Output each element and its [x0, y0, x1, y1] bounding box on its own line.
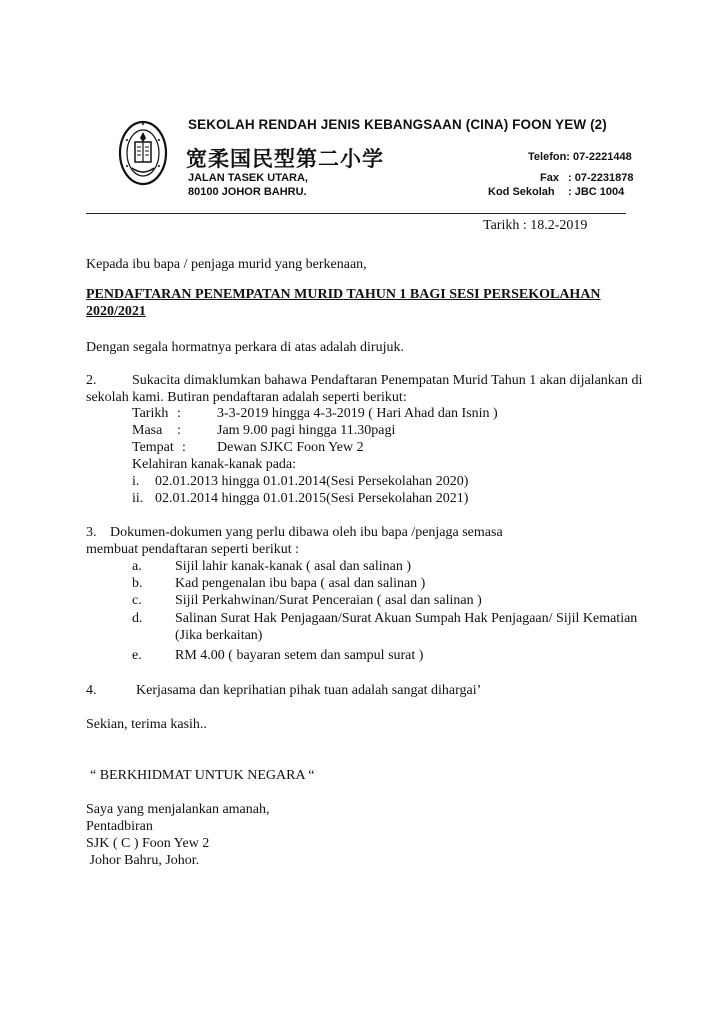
- doc-item-b: Kad pengenalan ibu bapa ( asal dan salinan ): [175, 576, 426, 591]
- date-label: Tarikh :: [483, 218, 527, 233]
- fax-value: : 07-2231878: [568, 172, 634, 184]
- detail-sep-tempat: :: [182, 440, 186, 455]
- birth-num-1: i.: [132, 474, 140, 489]
- para2-number: 2.: [86, 373, 97, 388]
- birth-heading: Kelahiran kanak-kanak pada:: [132, 457, 297, 472]
- detail-label-tempat: Tempat: [132, 440, 174, 455]
- doc-letter-c: c.: [132, 593, 142, 608]
- letter-title-line-2: 2020/2021: [86, 304, 146, 319]
- address-line-2: 80100 JOHOR BAHRU.: [188, 186, 307, 198]
- date-value: 18.2-2019: [530, 218, 588, 233]
- birth-range-1: 02.01.2013 hingga 01.01.2014(Sesi Persekolahan 2020): [155, 474, 469, 489]
- doc-letter-d: d.: [132, 611, 143, 626]
- detail-label-masa: Masa: [132, 423, 163, 438]
- school-name: SEKOLAH RENDAH JENIS KEBANGSAAN (CINA) FOON YEW (2): [188, 117, 607, 132]
- signature-line-3: SJK ( C ) Foon Yew 2: [86, 836, 210, 851]
- para4-text: Kerjasama dan keprihatian pihak tuan adalah sangat dihargai’: [136, 683, 482, 698]
- doc-item-e: RM 4.00 ( bayaran setem dan sampul surat ): [175, 648, 424, 663]
- intro-paragraph: Dengan segala hormatnya perkara di atas adalah dirujuk.: [86, 340, 404, 355]
- signature-line-1: Saya yang menjalankan amanah,: [86, 802, 270, 817]
- doc-item-d: Salinan Surat Hak Penjagaan/Surat Akuan Sumpah Hak Penjagaan/ Sijil Kematian: [175, 611, 638, 626]
- doc-letter-a: a.: [132, 559, 142, 574]
- school-crest-logo: [118, 120, 168, 186]
- doc-item-d-note: (Jika berkaitan): [175, 628, 263, 643]
- detail-value-tarikh: 3-3-2019 hingga 4-3-2019 ( Hari Ahad dan Isnin ): [217, 406, 498, 421]
- letter-date: [483, 218, 587, 234]
- telefon-label: Telefon:: [528, 151, 570, 163]
- header-divider: [86, 213, 626, 214]
- detail-sep-masa: :: [177, 423, 181, 438]
- doc-letter-e: e.: [132, 648, 142, 663]
- school-name-chinese: 宽柔国民型第二小学: [186, 147, 384, 171]
- birth-range-2: 02.01.2014 hingga 01.01.2015(Sesi Persekolahan 2021): [155, 491, 469, 506]
- para3-line-1: Dokumen-dokumen yang perlu dibawa oleh ibu bapa /penjaga semasa: [110, 525, 503, 540]
- para2-line-1: Sukacita dimaklumkan bahawa Pendaftaran Penempatan Murid Tahun 1 akan dijalankan di: [132, 373, 643, 388]
- address-line-1: JALAN TASEK UTARA,: [188, 172, 308, 184]
- telefon-value: 07-2221448: [573, 151, 632, 163]
- signature-line-2: Pentadbiran: [86, 819, 153, 834]
- telefon-row: [528, 151, 632, 163]
- para3-line-2: membuat pendaftaran seperti berikut :: [86, 542, 300, 557]
- detail-value-masa: Jam 9.00 pagi hingga 11.30pagi: [217, 423, 396, 438]
- doc-letter-b: b.: [132, 576, 143, 591]
- salutation: Kepada ibu bapa / penjaga murid yang berkenaan,: [86, 257, 367, 272]
- doc-item-c: Sijil Perkahwinan/Surat Penceraian ( asal dan salinan ): [175, 593, 482, 608]
- signature-line-4: Johor Bahru, Johor.: [86, 853, 200, 868]
- fax-label: Fax: [540, 172, 559, 184]
- letter-title-line-1: PENDAFTARAN PENEMPATAN MURID TAHUN 1 BAGI SESI PERSEKOLAHAN: [86, 287, 601, 302]
- detail-sep-tarikh: :: [177, 406, 181, 421]
- kod-sekolah-value: : JBC 1004: [568, 186, 625, 198]
- doc-item-a: Sijil lahir kanak-kanak ( asal dan salinan ): [175, 559, 411, 574]
- kod-sekolah-label: Kod Sekolah: [488, 186, 555, 198]
- detail-label-tarikh: Tarikh: [132, 406, 169, 421]
- para2-line-2: sekolah kami. Butiran pendaftaran adalah seperti berikut:: [86, 390, 407, 405]
- para3-number: 3.: [86, 525, 97, 540]
- para4-number: 4.: [86, 683, 97, 698]
- motto: “ BERKHIDMAT UNTUK NEGARA “: [90, 768, 315, 783]
- birth-num-2: ii.: [132, 491, 144, 506]
- detail-value-tempat: Dewan SJKC Foon Yew 2: [217, 440, 364, 455]
- closing-line: Sekian, terima kasih..: [86, 717, 207, 732]
